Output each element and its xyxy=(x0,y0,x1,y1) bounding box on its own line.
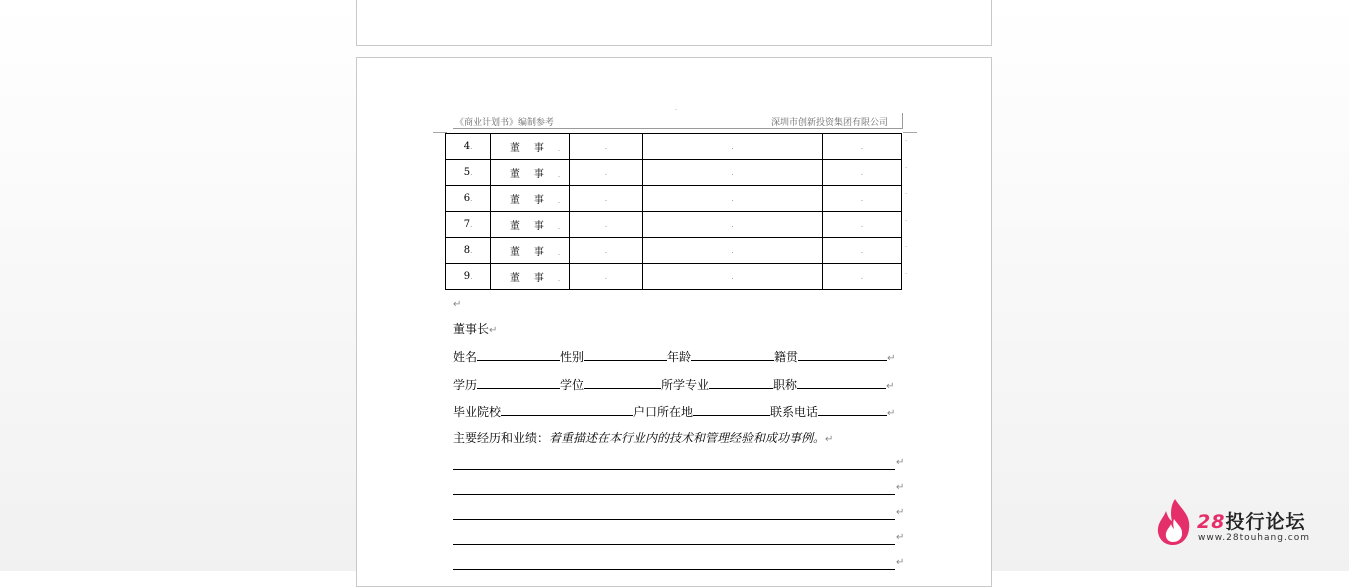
paragraph-mark: ↵ xyxy=(896,532,905,543)
table-row xyxy=(446,134,902,160)
cell-end-mark: . xyxy=(604,143,608,151)
cell-end-mark: . xyxy=(860,221,864,229)
paragraph-mark: ↵ xyxy=(896,457,905,468)
cell-end-mark: . xyxy=(470,273,473,281)
header-divider xyxy=(453,128,899,129)
cell-end-mark: . xyxy=(731,143,734,151)
row-number: 9 xyxy=(463,271,471,282)
table-row xyxy=(446,186,902,212)
table-row xyxy=(446,212,902,238)
experience-line[interactable]: 主要经历和业绩：着重描述在本行业内的技术和管理经验和成功事例。↵ xyxy=(453,431,834,445)
cell-end-mark: . xyxy=(731,247,734,255)
form-line-education[interactable]: 学历 学位 所学专业 职称 ↵ xyxy=(453,378,895,392)
cell-end-mark: . xyxy=(604,221,608,229)
age-blank[interactable] xyxy=(691,348,774,361)
hukou-blank[interactable] xyxy=(693,403,770,416)
empty-cell-a[interactable] xyxy=(570,134,643,160)
row-number-cell[interactable] xyxy=(446,212,491,238)
cell-end-mark: . xyxy=(731,169,734,177)
education-blank[interactable] xyxy=(477,376,560,389)
cell-end-mark: . xyxy=(557,197,561,205)
table-end-mark: ↵ xyxy=(453,299,462,310)
school-blank[interactable] xyxy=(501,403,633,416)
row-number: 5 xyxy=(463,167,471,178)
empty-cell-a[interactable] xyxy=(570,160,643,186)
name-blank[interactable] xyxy=(477,348,560,361)
form-line-contact[interactable]: 毕业院校 户口所在地 联系电话 ↵ xyxy=(453,405,896,419)
empty-cell-c[interactable] xyxy=(823,212,902,238)
role-cell[interactable] xyxy=(491,264,570,290)
empty-cell-c[interactable] xyxy=(823,134,902,160)
empty-cell-a[interactable] xyxy=(570,212,643,238)
role-label: 董事 xyxy=(509,143,558,154)
chairman-title[interactable]: 董事长↵ xyxy=(453,322,498,336)
row-end-mark: . xyxy=(905,241,908,249)
cell-end-mark: . xyxy=(557,275,561,283)
row-end-mark: . xyxy=(905,188,908,196)
experience-fill-line[interactable] xyxy=(453,569,895,570)
row-end-mark: . xyxy=(905,135,908,143)
experience-fill-line[interactable] xyxy=(453,469,895,470)
document-page[interactable] xyxy=(356,57,992,587)
cell-end-mark: . xyxy=(604,195,608,203)
role-label: 董事 xyxy=(509,195,558,206)
cell-end-mark: . xyxy=(470,221,473,229)
cell-end-mark: . xyxy=(860,195,864,203)
role-label: 董事 xyxy=(509,273,558,284)
row-end-mark: . xyxy=(905,267,908,276)
cell-end-mark: . xyxy=(557,145,561,153)
row-number: 4 xyxy=(463,141,471,152)
row-end-mark: . xyxy=(905,214,908,223)
row-number-cell[interactable] xyxy=(446,160,491,186)
cell-end-mark: . xyxy=(860,143,864,151)
cell-end-mark: . xyxy=(860,273,864,281)
cell-end-mark: . xyxy=(557,223,561,231)
header-bracket xyxy=(898,113,903,129)
flame-icon xyxy=(1155,497,1195,547)
row-end-mark: . xyxy=(905,161,908,170)
table-row xyxy=(446,264,902,290)
cell-end-mark: . xyxy=(470,169,473,177)
forum-watermark-logo xyxy=(1155,497,1335,547)
role-label: 董事 xyxy=(509,169,558,180)
origin-blank[interactable] xyxy=(798,348,887,361)
table-row xyxy=(446,160,902,186)
experience-fill-line[interactable] xyxy=(453,544,895,545)
previous-page xyxy=(356,0,992,46)
empty-cell-c[interactable] xyxy=(823,160,902,186)
degree-blank[interactable] xyxy=(584,376,661,389)
role-cell[interactable] xyxy=(491,134,570,160)
row-number-cell[interactable] xyxy=(446,134,491,160)
cell-end-mark: . xyxy=(470,195,473,203)
cell-end-mark: . xyxy=(557,171,561,179)
forum-url: www.28touhang.com xyxy=(1198,533,1311,543)
paragraph-mark: ↵ xyxy=(896,482,905,493)
header-right: 深圳市创新投资集团有限公司 xyxy=(771,118,889,128)
experience-fill-line[interactable] xyxy=(453,519,895,520)
empty-cell-c[interactable] xyxy=(823,238,902,264)
margin-guide-right xyxy=(903,132,917,133)
cell-end-mark: . xyxy=(604,169,608,177)
empty-cell-c[interactable] xyxy=(823,186,902,212)
paragraph-mark: ↵ xyxy=(896,507,905,518)
major-blank[interactable] xyxy=(709,376,773,389)
role-label: 董事 xyxy=(509,247,558,258)
row-number: 6 xyxy=(463,193,471,204)
empty-cell-b[interactable] xyxy=(643,238,823,264)
header-left: 《商业计划书》编制参考 xyxy=(455,118,555,128)
phone-blank[interactable] xyxy=(818,403,887,416)
role-cell[interactable] xyxy=(491,186,570,212)
empty-cell-a[interactable] xyxy=(570,186,643,212)
form-line-personal[interactable]: 姓名 性别 年龄 籍贯 ↵ xyxy=(453,350,896,364)
row-number-cell[interactable] xyxy=(446,186,491,212)
empty-cell-c[interactable] xyxy=(823,264,902,290)
row-number: 7 xyxy=(463,219,471,230)
header-anchor-mark: . xyxy=(675,104,678,112)
empty-cell-a[interactable] xyxy=(570,264,643,290)
cell-end-mark: . xyxy=(604,247,608,255)
row-number: 8 xyxy=(463,245,471,256)
empty-cell-b[interactable] xyxy=(643,186,823,212)
forum-name: 28投行论坛 xyxy=(1197,511,1306,533)
paragraph-mark: ↵ xyxy=(896,557,905,568)
row-number-cell[interactable] xyxy=(446,264,491,290)
gender-blank[interactable] xyxy=(584,348,667,361)
cell-end-mark: . xyxy=(470,143,473,151)
experience-fill-line[interactable] xyxy=(453,494,895,495)
empty-cell-b[interactable] xyxy=(643,264,823,290)
role-cell[interactable] xyxy=(491,212,570,238)
cell-end-mark: . xyxy=(860,247,864,255)
empty-cell-b[interactable] xyxy=(643,134,823,160)
cell-end-mark: . xyxy=(731,221,734,229)
cell-end-mark: . xyxy=(731,195,734,203)
role-cell[interactable] xyxy=(491,160,570,186)
cell-end-mark: . xyxy=(557,249,561,257)
cell-end-mark: . xyxy=(470,247,473,255)
role-label: 董事 xyxy=(509,221,558,232)
role-cell[interactable] xyxy=(491,238,570,264)
empty-cell-b[interactable] xyxy=(643,160,823,186)
board-members-table xyxy=(445,133,902,290)
cell-end-mark: . xyxy=(731,273,734,281)
table-row xyxy=(446,238,902,264)
job-title-blank[interactable] xyxy=(797,376,886,389)
empty-cell-b[interactable] xyxy=(643,212,823,238)
cell-end-mark: . xyxy=(860,169,864,177)
row-number-cell[interactable] xyxy=(446,238,491,264)
empty-cell-a[interactable] xyxy=(570,238,643,264)
cell-end-mark: . xyxy=(604,273,608,281)
